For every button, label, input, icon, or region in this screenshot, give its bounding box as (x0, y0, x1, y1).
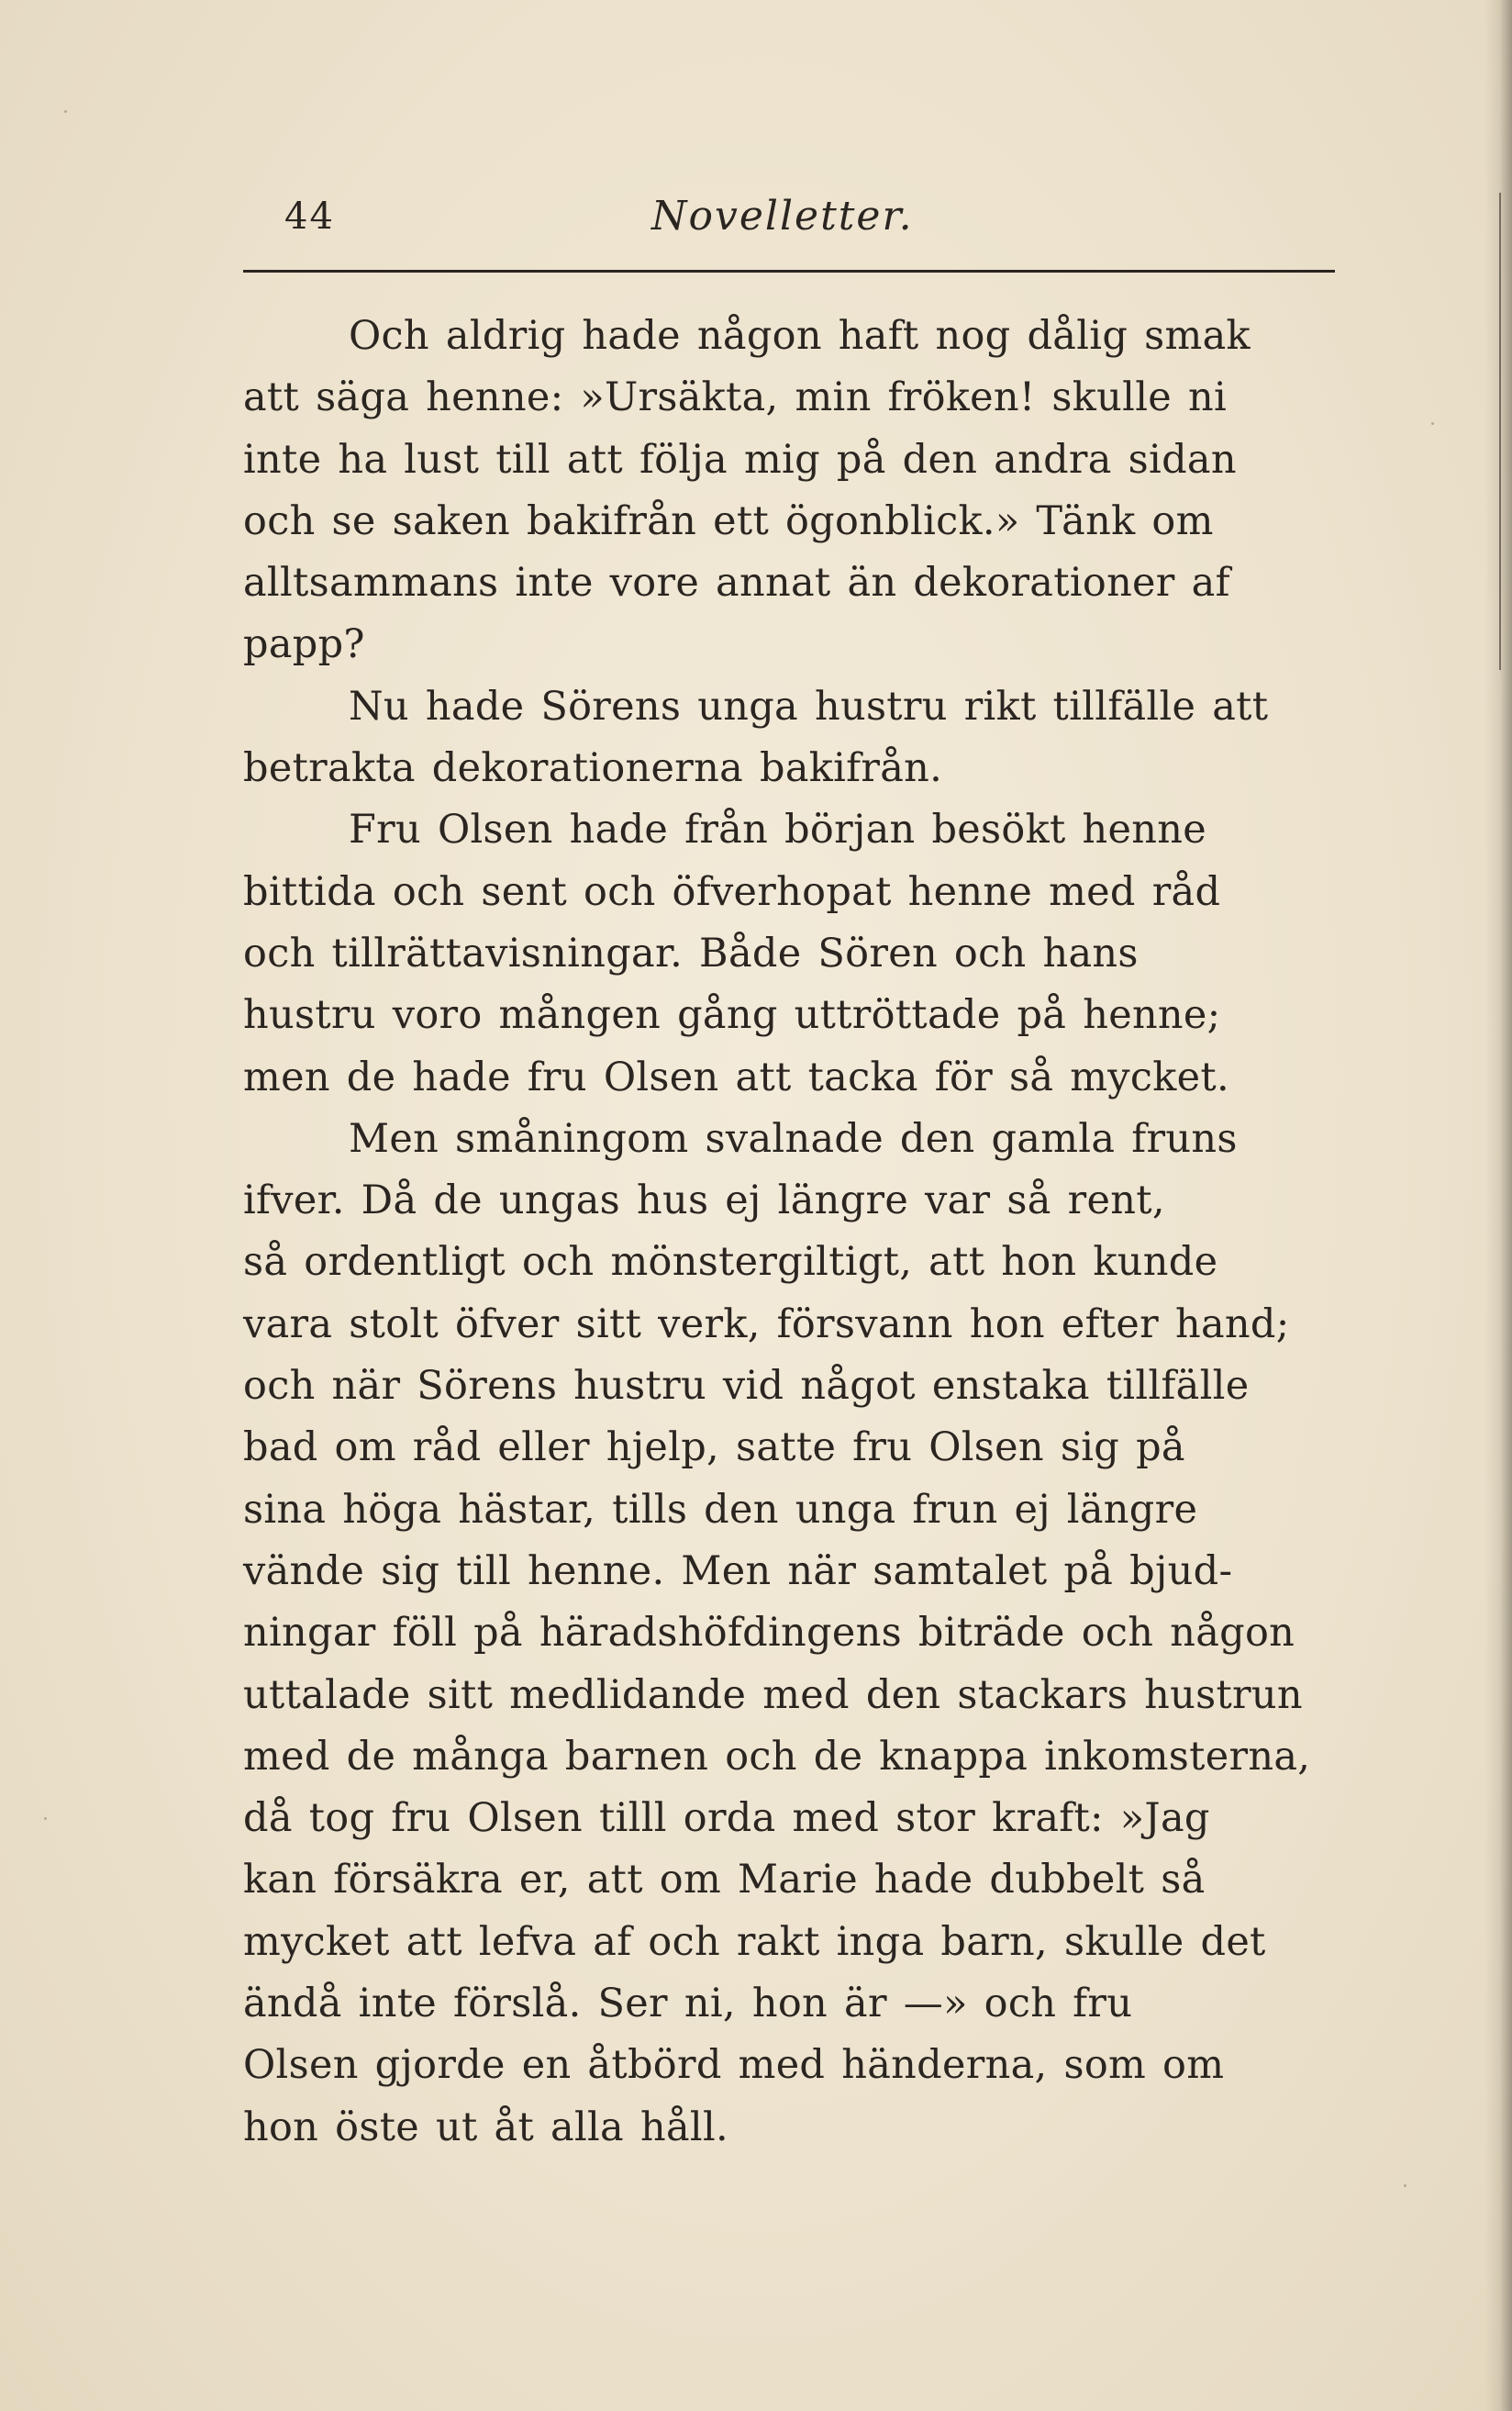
text-line: men de hade fru Olsen att tacka för så mycket. (243, 1054, 1229, 1100)
text-line: med de många barnen och de knappa inkomsterna, (243, 1733, 1311, 1780)
page-edge-line (1499, 193, 1501, 670)
paper-speck (44, 1817, 47, 1820)
text-line: ifver. Då de ungas hus ej längre var så rent, (243, 1178, 1165, 1224)
text-line: alltsammans inte vore annat än dekorationer af (243, 560, 1230, 607)
text-line: och se saken bakifrån ett ögonblick.» Tänk om (243, 497, 1214, 544)
text-line: bittida och sent och öfverhopat henne med råd (243, 868, 1221, 915)
text-line: Nu hade Sörens unga hustru rikt tillfälle att (349, 683, 1269, 730)
page-edge-shadow (1484, 0, 1512, 2411)
text-line: bad om råd eller hjelp, satte fru Olsen sig på (243, 1424, 1185, 1471)
text-line: Men småningom svalnade den gamla fruns (349, 1115, 1238, 1162)
body-text (243, 306, 1362, 2159)
text-line: Fru Olsen hade från början besökt henne (349, 807, 1206, 854)
text-line: och tillrättavisningar. Både Sören och hans (243, 930, 1139, 977)
text-line: och när Sörens hustru vid något enstaka tillfälle (243, 1363, 1250, 1410)
paper-speck (1404, 2184, 1406, 2187)
text-line: hustru voro mången gång uttröttade på henne; (243, 992, 1221, 1039)
text-line: hon öste ut åt alla håll. (243, 2104, 728, 2150)
text-line: Och aldrig hade någon haft nog dålig smak (349, 313, 1251, 359)
text-line: ningar föll på häradshöfdingens biträde och någon (243, 1610, 1295, 1657)
text-line: inte ha lust till att följa mig på den andra sidan (243, 436, 1237, 483)
page-header (243, 188, 1335, 252)
text-line: så ordentligt och mönstergiltigt, att hon kunde (243, 1239, 1218, 1286)
running-title: Novelletter. (651, 193, 914, 240)
text-line: ändå inte förslå. Ser ni, hon är —» och fru (243, 1981, 1133, 2027)
header-rule (243, 270, 1335, 273)
paper-speck (64, 110, 67, 113)
page-number: 44 (284, 195, 335, 238)
text-line: vände sig till henne. Men när samtalet på bjud- (243, 1547, 1233, 1594)
text-line: papp? (243, 621, 365, 668)
text-line: uttalade sitt medlidande med den stackars hustrun (243, 1671, 1303, 1718)
text-line: kan försäkra er, att om Marie hade dubbelt så (243, 1857, 1206, 1903)
text-line: sina höga hästar, tills den unga frun ej längre (243, 1486, 1198, 1533)
paper-speck (1431, 422, 1434, 425)
text-line: att säga henne: »Ursäkta, min fröken! skulle ni (243, 374, 1228, 421)
text-line: vara stolt öfver sitt verk, försvann hon efter hand; (243, 1300, 1290, 1347)
text-line: då tog fru Olsen tilll orda med stor kraft: »Jag (243, 1795, 1210, 1842)
text-line: betrakta dekorationerna bakifrån. (243, 745, 943, 792)
text-line: mycket att lefva af och rakt inga barn, skulle det (243, 1918, 1266, 1965)
text-line: Olsen gjorde en åtbörd med händerna, som om (243, 2042, 1225, 2089)
